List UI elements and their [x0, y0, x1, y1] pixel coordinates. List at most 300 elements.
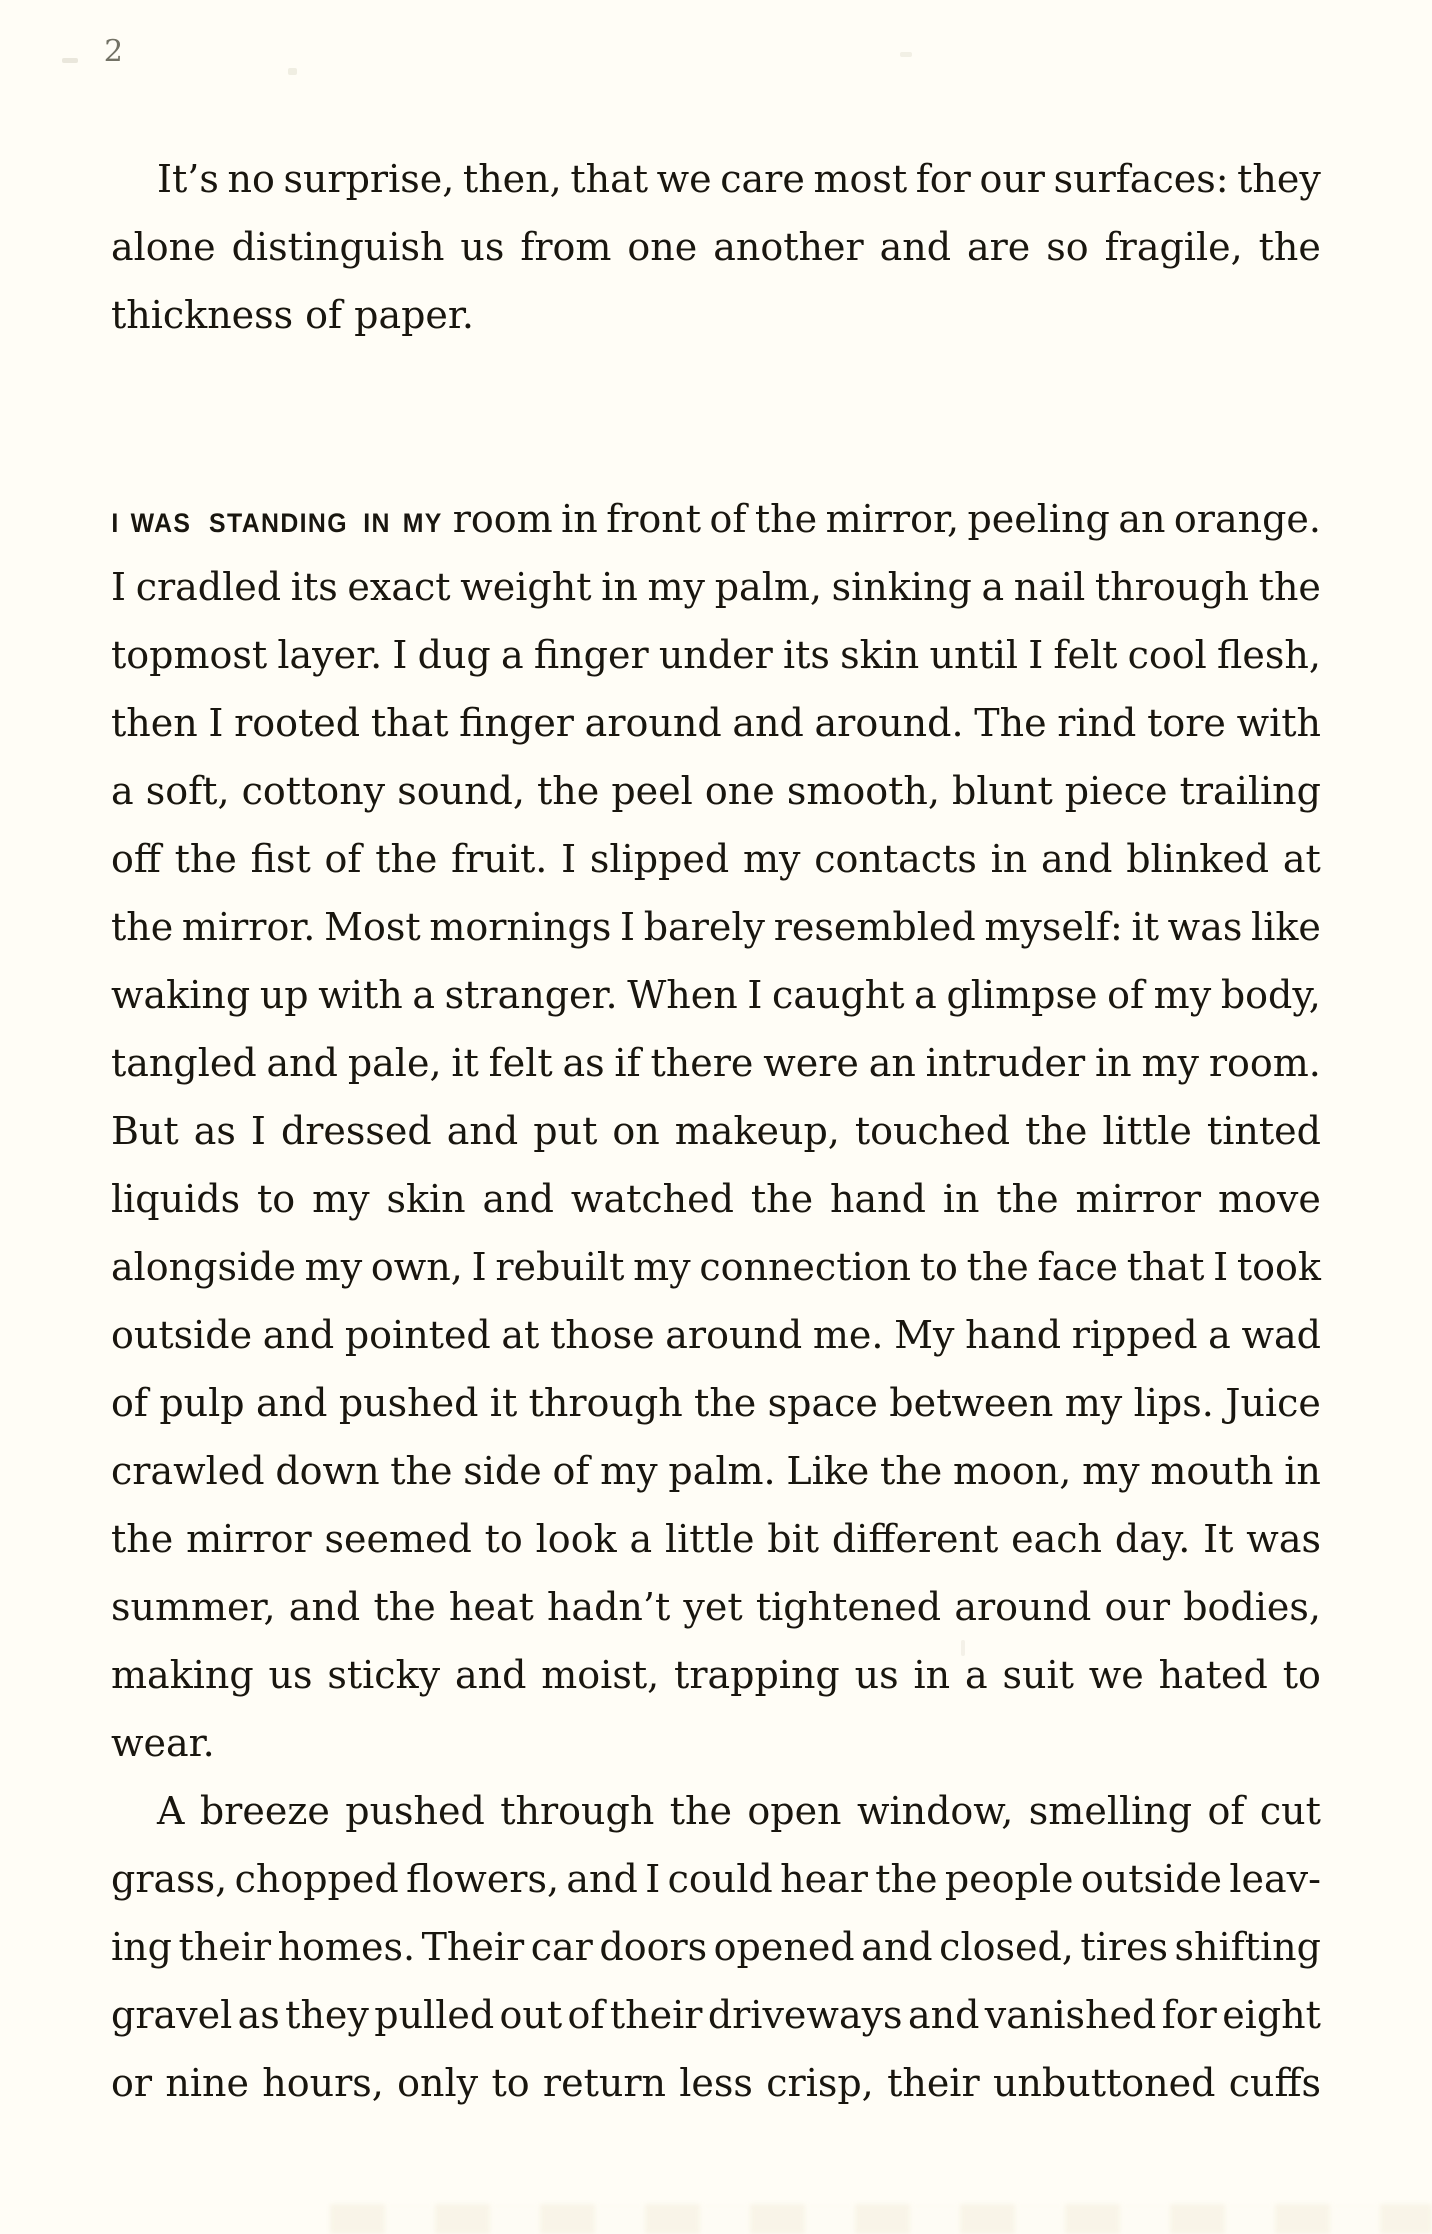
scan-speck — [900, 52, 912, 57]
word: and — [262, 1313, 335, 1357]
word: rind — [1057, 701, 1137, 745]
text-line — [111, 689, 1321, 757]
word: I — [471, 1245, 487, 1289]
word: smooth, — [786, 769, 940, 813]
word: were — [763, 1041, 859, 1085]
word: in — [913, 1653, 951, 1697]
word: outside — [111, 1313, 253, 1357]
word: little — [664, 1517, 755, 1561]
word: was — [1246, 1517, 1321, 1561]
word: a — [981, 565, 1005, 609]
word: I — [392, 633, 408, 677]
word: orange. — [1173, 497, 1321, 541]
word: through — [500, 1789, 655, 1833]
word: took — [1236, 1245, 1321, 1289]
word: But — [111, 1109, 179, 1153]
word: their — [178, 1925, 272, 1969]
word: my — [312, 1177, 370, 1221]
word: return — [542, 2061, 666, 2105]
word: down — [275, 1449, 380, 1493]
text-line — [111, 1437, 1321, 1505]
word: mirror. — [181, 905, 316, 949]
word: in — [942, 1177, 980, 1221]
word: felt — [1053, 633, 1118, 677]
word: the — [174, 837, 237, 881]
word: pushed — [345, 1789, 485, 1833]
word: an — [868, 1041, 916, 1085]
word: chopped — [234, 1857, 399, 1901]
word: hand — [830, 1177, 926, 1221]
word: a — [111, 769, 134, 813]
text-line — [111, 1029, 1321, 1097]
word: a — [412, 973, 435, 1017]
word: glimpse — [946, 973, 1098, 1017]
word: sticky — [327, 1653, 441, 1697]
word: and — [482, 1177, 555, 1221]
word: the — [966, 1245, 1029, 1289]
word: breeze — [199, 1789, 330, 1833]
word: paper. — [354, 293, 474, 337]
word: dug — [417, 633, 491, 677]
word: with — [318, 973, 403, 1017]
word: a — [914, 973, 937, 1017]
text-line — [111, 757, 1321, 825]
word: watched — [570, 1177, 734, 1221]
word: room — [452, 497, 553, 541]
word: flowers, — [406, 1857, 560, 1901]
word: of — [709, 497, 747, 541]
text-line — [111, 893, 1321, 961]
word: that — [570, 157, 648, 201]
word: for — [915, 157, 971, 201]
word: the — [111, 905, 174, 949]
text-line — [111, 213, 1321, 281]
text-line — [111, 2049, 1321, 2117]
word: space — [767, 1381, 878, 1425]
text-line — [111, 1641, 1321, 1709]
word: skin — [386, 1177, 466, 1221]
word: rebuilt — [495, 1245, 625, 1289]
word: tore — [1147, 701, 1226, 745]
word: crawled — [111, 1449, 265, 1493]
word: finger — [459, 701, 574, 745]
word: that — [370, 701, 449, 745]
word: dressed — [280, 1109, 432, 1153]
word: of — [324, 837, 362, 881]
word: yet — [683, 1585, 743, 1629]
word: gravel — [111, 1993, 233, 2037]
word: distinguish — [231, 225, 445, 269]
word: resembled — [773, 905, 976, 949]
word: we — [656, 157, 712, 201]
word: rooted — [234, 701, 361, 745]
lead-in-word: I — [111, 508, 120, 538]
word: under — [658, 633, 773, 677]
word: bit — [767, 1517, 820, 1561]
word: our — [1104, 1585, 1171, 1629]
word: then, — [462, 157, 562, 201]
text-line — [111, 1369, 1321, 1437]
word: each — [1011, 1517, 1102, 1561]
text-block — [111, 10, 1321, 2117]
word: my — [742, 837, 801, 881]
word: mirror — [1075, 1177, 1202, 1221]
paragraph-3 — [111, 1777, 1321, 2117]
word: side — [463, 1449, 542, 1493]
word: a — [500, 633, 524, 677]
word: pointed — [344, 1313, 491, 1357]
word: of — [552, 1449, 590, 1493]
word: they — [1237, 157, 1321, 201]
word: blinked — [1126, 837, 1270, 881]
word: When — [627, 973, 738, 1017]
word: tightened — [755, 1585, 942, 1629]
word: to — [919, 1245, 958, 1289]
word: hand — [965, 1313, 1062, 1357]
scan-edge-artifact — [330, 2204, 1432, 2234]
word: as — [237, 1993, 280, 2037]
word: around — [665, 1313, 803, 1357]
word: we — [1088, 1653, 1144, 1697]
word: the — [375, 837, 438, 881]
text-line — [111, 281, 1321, 349]
word: its — [782, 633, 830, 677]
text-line — [111, 1573, 1321, 1641]
word: pale, — [347, 1041, 442, 1085]
text-line — [111, 1301, 1321, 1369]
scan-speck — [288, 68, 297, 75]
word: Their — [421, 1925, 525, 1969]
word: of — [1207, 1789, 1245, 1833]
word: My — [894, 1313, 955, 1357]
word: eight — [1222, 1993, 1321, 2037]
word: vanished — [984, 1993, 1157, 2037]
word: Most — [324, 905, 421, 949]
word: bodies, — [1183, 1585, 1321, 1629]
word: no — [227, 157, 275, 201]
word: It’s — [157, 157, 219, 201]
word: the — [996, 1177, 1059, 1221]
word: so — [1046, 225, 1089, 269]
word: around — [954, 1585, 1092, 1629]
word: I — [208, 701, 224, 745]
word: wad — [1241, 1313, 1321, 1357]
word: between — [889, 1381, 1054, 1425]
word: around. — [814, 701, 964, 745]
word: front — [606, 497, 702, 541]
text-line — [111, 145, 1321, 213]
word: of — [111, 1381, 148, 1425]
word: surfaces: — [1053, 157, 1229, 201]
word: the — [390, 1449, 453, 1493]
word: sound, — [397, 769, 525, 813]
word: felt — [488, 1041, 553, 1085]
word: their — [887, 2061, 980, 2105]
word: the — [754, 497, 818, 541]
word: mirror, — [825, 497, 960, 541]
word: leav- — [1229, 1857, 1321, 1901]
text-line — [111, 961, 1321, 1029]
word: opened — [713, 1925, 855, 1969]
word: could — [667, 1857, 773, 1901]
word: hated — [1158, 1653, 1268, 1697]
word: outside — [1080, 1857, 1222, 1901]
word: cottony — [241, 769, 386, 813]
page-number: 2 — [103, 34, 124, 69]
word: cut — [1259, 1789, 1321, 1833]
text-line — [111, 1913, 1321, 1981]
word: until — [929, 633, 1018, 677]
word: car — [530, 1925, 593, 1969]
word: topmost — [111, 633, 268, 677]
word: window, — [856, 1789, 1014, 1833]
word: alongside — [111, 1245, 296, 1289]
word: barely — [643, 905, 765, 949]
text-line — [111, 1505, 1321, 1573]
word: and — [732, 701, 804, 745]
word: us — [268, 1653, 313, 1697]
word: it — [1131, 905, 1159, 949]
word: mirror — [186, 1517, 312, 1561]
word: cradled — [135, 565, 282, 609]
word: fist — [250, 837, 311, 881]
word: alone — [111, 225, 216, 269]
word: It — [1203, 1517, 1234, 1561]
word: mouth — [1150, 1449, 1274, 1493]
word: and — [879, 225, 952, 269]
word: nine — [165, 2061, 249, 2105]
word: sinking — [831, 565, 972, 609]
word: through — [528, 1381, 683, 1425]
word: put — [533, 1109, 598, 1153]
word: I — [620, 905, 636, 949]
word: from — [520, 225, 612, 269]
text-line — [111, 825, 1321, 893]
word: off — [111, 837, 161, 881]
word: contacts — [814, 837, 977, 881]
word: around — [584, 701, 722, 745]
word: the — [1025, 1109, 1088, 1153]
word: palm, — [714, 565, 822, 609]
word: making — [111, 1653, 254, 1697]
word: less — [679, 2061, 753, 2105]
word: and — [446, 1109, 519, 1153]
word: out — [499, 1993, 563, 2037]
paragraph-2 — [111, 485, 1321, 1777]
word: and — [566, 1857, 638, 1901]
word: to — [1282, 1653, 1321, 1697]
text-line — [111, 1709, 1321, 1777]
word: hadn’t — [546, 1585, 671, 1629]
word: cuffs — [1228, 2061, 1321, 2105]
word: ing — [111, 1925, 172, 1969]
word: ripped — [1071, 1313, 1198, 1357]
word: and — [255, 1381, 328, 1425]
word: through — [1094, 565, 1249, 609]
text-line — [111, 485, 1321, 553]
word: A — [157, 1789, 185, 1833]
word: little — [1102, 1109, 1192, 1153]
word: unbuttoned — [992, 2061, 1216, 2105]
word: the — [880, 1449, 943, 1493]
word: a — [964, 1653, 988, 1697]
word: that — [1126, 1245, 1205, 1289]
scan-speck — [961, 1640, 965, 1656]
word: smelling — [1028, 1789, 1193, 1833]
word: they — [285, 1993, 369, 2037]
word: nail — [1013, 565, 1086, 609]
word: are — [966, 225, 1031, 269]
word: the — [875, 1857, 938, 1901]
word: Like — [786, 1449, 870, 1493]
word: and — [288, 1585, 361, 1629]
word: pulp — [159, 1381, 245, 1425]
word: I — [111, 565, 127, 609]
word: summer, — [111, 1585, 276, 1629]
word: of — [1107, 973, 1145, 1017]
word: if — [614, 1041, 641, 1085]
word: I — [250, 1109, 266, 1153]
word: closed, — [939, 1925, 1074, 1969]
word: caught — [772, 973, 905, 1017]
word: my — [304, 1245, 363, 1289]
word: like — [1251, 905, 1321, 949]
word: for — [1161, 1993, 1217, 2037]
word: our — [979, 157, 1045, 201]
word: fragile, — [1104, 225, 1243, 269]
word: the — [1258, 225, 1321, 269]
text-line — [111, 621, 1321, 689]
lead-in-word: MY — [402, 508, 443, 538]
word: at — [501, 1313, 540, 1357]
word: liquids — [111, 1177, 241, 1221]
word: the — [111, 1517, 174, 1561]
word: wear. — [111, 1721, 215, 1765]
word: thickness — [111, 293, 294, 337]
text-line — [111, 1165, 1321, 1233]
word: my — [647, 565, 706, 609]
word: people — [944, 1857, 1074, 1901]
text-line — [111, 1777, 1321, 1845]
word: the — [1258, 565, 1321, 609]
word: up — [259, 973, 309, 1017]
word: touched — [854, 1109, 1011, 1153]
word: flesh, — [1217, 633, 1321, 677]
word: myself: — [984, 905, 1123, 949]
text-line — [111, 553, 1321, 621]
word: driveways — [707, 1993, 903, 2037]
word: my — [600, 1449, 658, 1493]
word: in — [990, 837, 1028, 881]
word: tires — [1080, 1925, 1168, 1969]
word: doors — [599, 1925, 708, 1969]
word: move — [1218, 1177, 1321, 1221]
word: layer. — [277, 633, 383, 677]
word: palm. — [668, 1449, 776, 1493]
word: one — [704, 769, 775, 813]
word: crisp, — [766, 2061, 874, 2105]
scan-speck — [62, 58, 78, 63]
word: shifting — [1174, 1925, 1321, 1969]
word: hear — [780, 1857, 868, 1901]
word: homes. — [277, 1925, 416, 1969]
word: Juice — [1225, 1381, 1321, 1425]
word: and — [861, 1925, 933, 1969]
text-line — [111, 1233, 1321, 1301]
word: a — [1208, 1313, 1231, 1357]
word: the — [373, 1585, 436, 1629]
word: I — [1028, 633, 1044, 677]
word: moon, — [952, 1449, 1072, 1493]
word: stranger. — [444, 973, 618, 1017]
word: trapping — [674, 1653, 840, 1697]
text-line — [111, 1845, 1321, 1913]
word: the — [694, 1381, 757, 1425]
word: seemed — [324, 1517, 472, 1561]
word: piece — [1064, 769, 1168, 813]
word: my — [633, 1245, 691, 1289]
word: it — [489, 1381, 518, 1425]
word: at — [1282, 837, 1321, 881]
word: most — [813, 157, 908, 201]
word: body, — [1220, 973, 1321, 1017]
word: tangled — [111, 1041, 257, 1085]
word: room. — [1208, 1041, 1321, 1085]
text-line — [111, 1981, 1321, 2049]
word: face — [1037, 1245, 1119, 1289]
word: makeup, — [674, 1109, 840, 1153]
word: the — [669, 1789, 732, 1833]
paragraph-1 — [111, 145, 1321, 349]
word: was — [1167, 905, 1243, 949]
word: my — [1082, 1449, 1140, 1493]
word: as — [193, 1109, 236, 1153]
word: I — [645, 1857, 661, 1901]
word: with — [1236, 701, 1321, 745]
word: different — [831, 1517, 999, 1561]
word: hours, — [262, 2061, 384, 2105]
word: suit — [1002, 1653, 1074, 1697]
word: open — [747, 1789, 842, 1833]
word: fruit. — [451, 837, 548, 881]
word: slipped — [589, 837, 730, 881]
word: mornings — [429, 905, 612, 949]
word: in — [601, 565, 638, 609]
word: surprise, — [283, 157, 455, 201]
word: in — [1284, 1449, 1321, 1493]
word: of — [567, 1993, 605, 2037]
word: exact — [347, 565, 451, 609]
word: and — [454, 1653, 527, 1697]
word: there — [650, 1041, 754, 1085]
word: its — [290, 565, 338, 609]
word: blunt — [952, 769, 1053, 813]
word: the — [750, 1177, 814, 1221]
word: in — [1095, 1041, 1132, 1085]
word: my — [1064, 1381, 1123, 1425]
word: own, — [370, 1245, 463, 1289]
word: pulled — [374, 1993, 495, 2037]
word: the — [537, 769, 600, 813]
word: then — [111, 701, 198, 745]
word: their — [609, 1993, 703, 2037]
word: intruder — [925, 1041, 1086, 1085]
word: finger — [533, 633, 649, 677]
word: as — [562, 1041, 605, 1085]
word: to — [257, 1177, 296, 1221]
word: lips. — [1133, 1381, 1214, 1425]
word: moist, — [541, 1653, 660, 1697]
